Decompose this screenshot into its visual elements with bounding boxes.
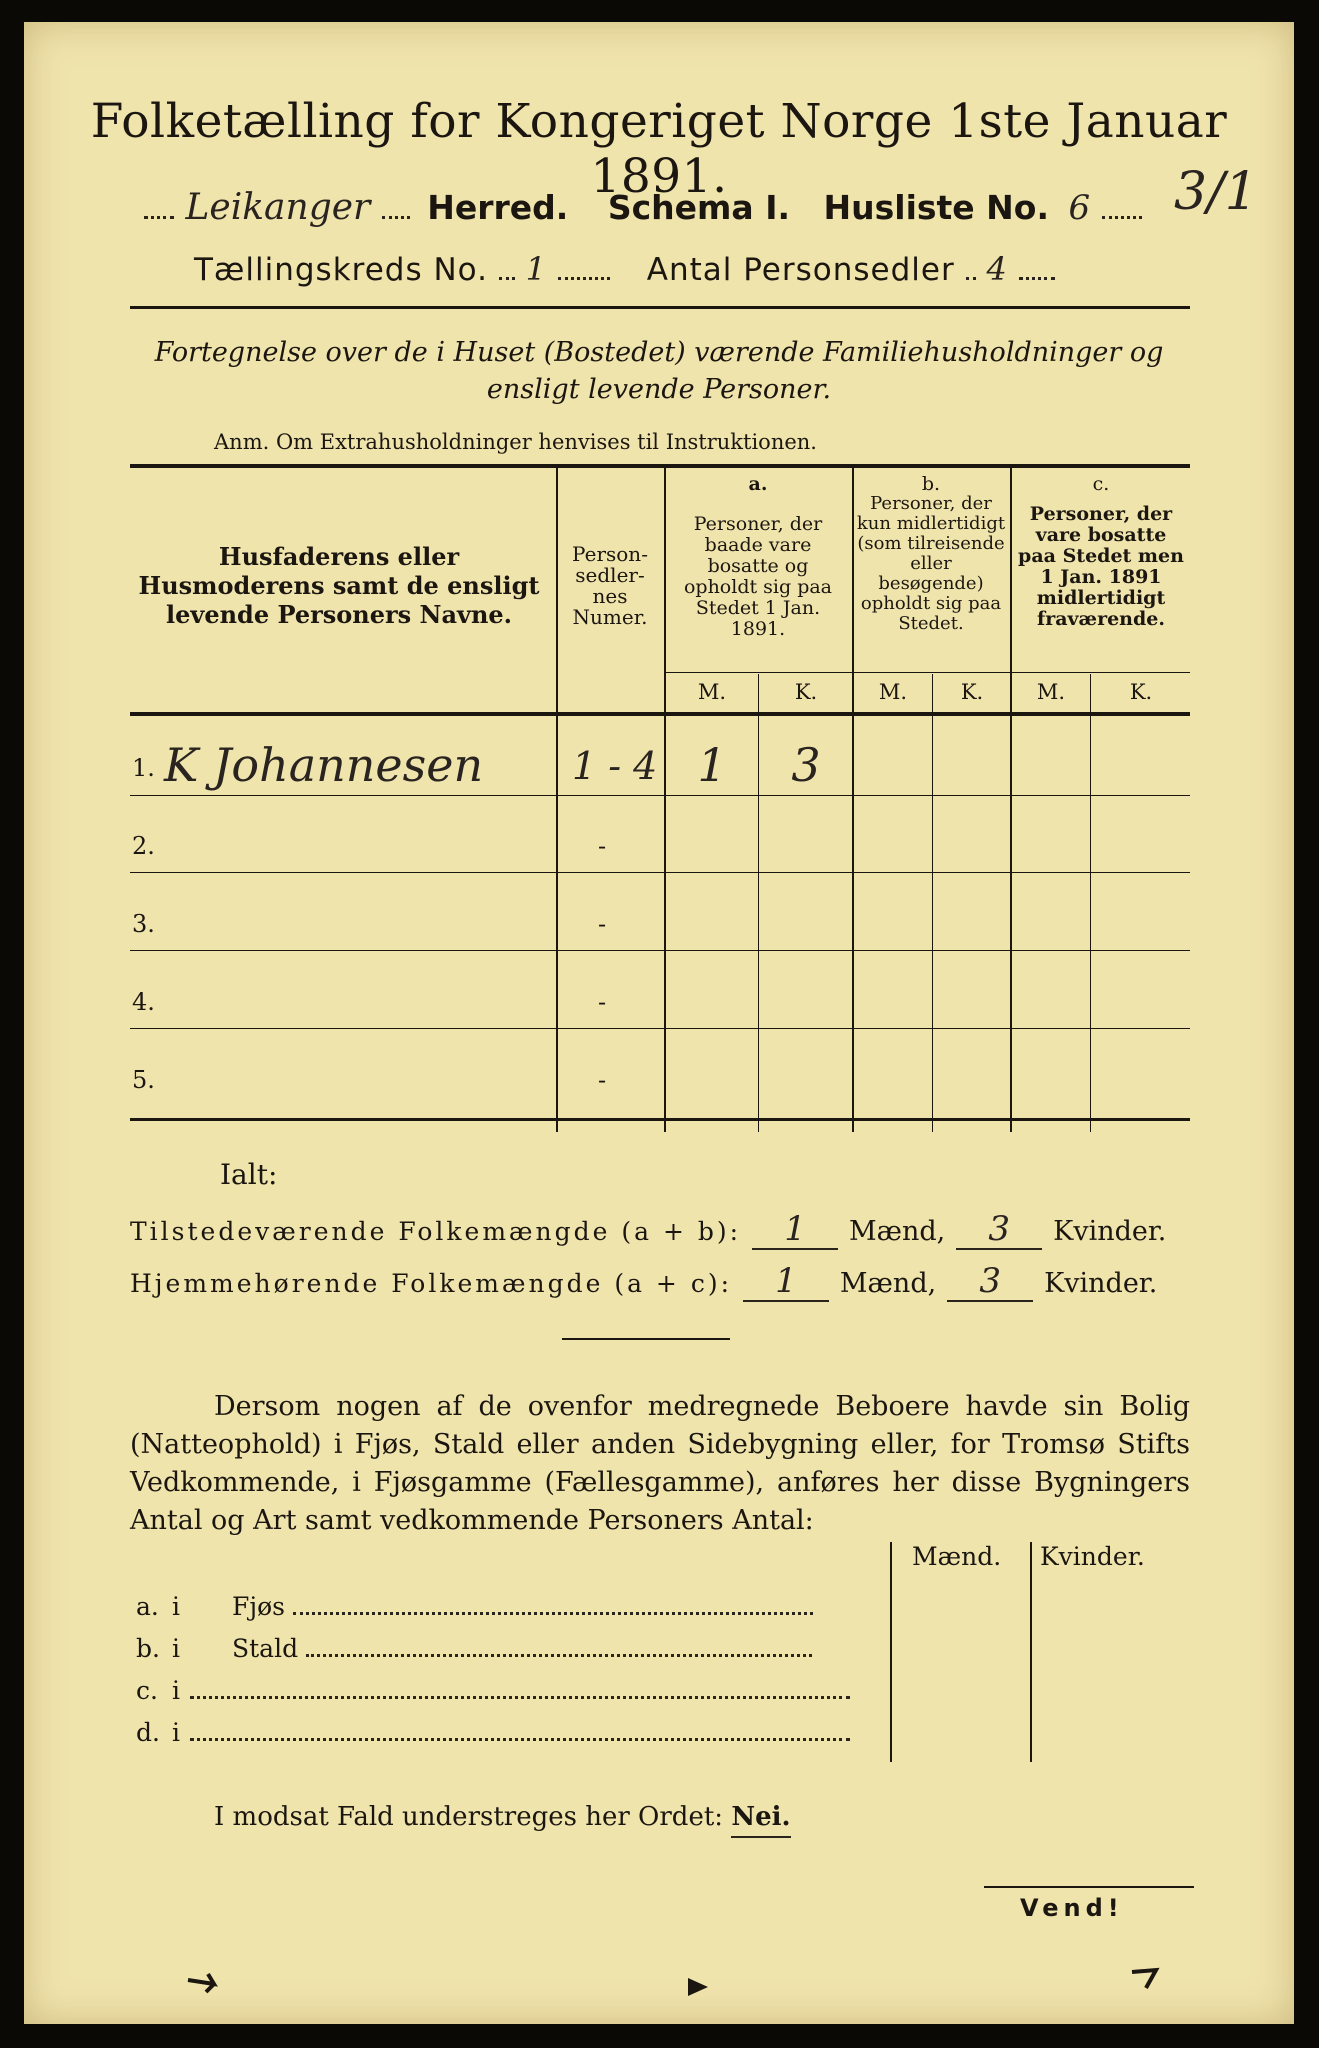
totals-line1-maend: Mænd, <box>848 1216 946 1247</box>
nei-prefix: I modsat Fald understreges her Ordet: <box>214 1802 724 1832</box>
mk-rule <box>666 672 1190 673</box>
antal-value: 4 <box>986 250 1008 288</box>
totals-line1-m: 1 <box>752 1210 838 1250</box>
col-header-sedler: Person-sedler-nes Numer. <box>572 542 648 629</box>
row-sedler-2: - <box>598 832 607 860</box>
building-prep-a: i <box>172 1592 180 1621</box>
col-header-name: Husfaderens eller Husmoderens samt de ensligt levende Personers Navne. <box>138 542 540 629</box>
row-rule-1 <box>130 795 1190 796</box>
table-bottom-rule <box>130 1118 1190 1121</box>
col-header-c: Personer, der vare bosatte paa Stedet men 1 Jan. 1891 midlertidigt fraværende. <box>1018 503 1184 630</box>
totals-line2-label: Hjemmehørende Folkemængde (a + c): <box>130 1269 732 1298</box>
corner-note: 3/1 <box>1174 162 1258 222</box>
antal-label: Antal Personsedler <box>646 252 955 288</box>
row-number-2: 2. <box>132 832 155 860</box>
totals-line2-k: 3 <box>947 1262 1033 1302</box>
header-divider <box>130 306 1190 309</box>
building-item-d <box>136 1718 876 1747</box>
header-row-herred <box>144 187 1244 228</box>
col-divider-a-mk <box>758 674 759 1132</box>
vend-label: Vend! <box>1020 1894 1124 1922</box>
col-header-b: Personer, der kun midlertidigt (som tilreisende eller besøgende) opholdt sig paa Stedet. <box>856 493 1006 634</box>
row-a-m-1: 1 <box>697 738 727 792</box>
row-sedler-1: 1 - 4 <box>572 744 658 788</box>
buildings-paragraph: Dersom nogen af de ovenfor medregnede Beboere havde sin Bolig (Natteophold) i Fjøs, Stald eller anden Sidebygning eller, for Tromsø Stifts Vedkommende, i Fjøsgamme (Fællesgamme), anføres her disse Bygningers Antal og Art samt vedkommende Personers Antal: <box>130 1391 1190 1536</box>
totals-line-2 <box>130 1262 1157 1303</box>
col-divider-2 <box>664 468 666 1132</box>
herred-value: Leikanger <box>185 187 371 228</box>
form-title: Folketælling for Kongeriget Norge 1ste Januar 1891. <box>90 94 1228 204</box>
mark-left-icon <box>184 1966 224 1996</box>
mark-center-icon <box>684 1974 714 2000</box>
col-divider-1 <box>556 468 558 1132</box>
row-rule-4 <box>130 1028 1190 1029</box>
col-header-c-letter: c. <box>1092 473 1110 495</box>
row-name-1: K Johannesen <box>164 738 484 792</box>
anm-note: Anm. Om Extrahusholdninger henvises til Instruktionen. <box>214 430 817 454</box>
totals-line1-label: Tilstedeværende Folkemængde (a + b): <box>130 1217 742 1246</box>
row-rule-2 <box>130 872 1190 873</box>
a-m-label: M. <box>697 680 727 704</box>
intro-text: Fortegnelse over de i Huset (Bostedet) værende Familiehusholdninger og ensligt levende Personer. <box>154 337 1164 405</box>
col-header-a-letter: a. <box>748 473 768 495</box>
totals-line2-maend: Mænd, <box>839 1268 937 1299</box>
totals-line1-kvinder: Kvinder. <box>1053 1216 1167 1247</box>
building-letter-c: c. <box>136 1676 158 1705</box>
row-number-4: 4. <box>132 988 155 1016</box>
totals-line1-k: 3 <box>956 1210 1042 1250</box>
totals-line2-kvinder: Kvinder. <box>1044 1268 1158 1299</box>
table-top-rule <box>130 464 1190 468</box>
building-prep-d: i <box>172 1718 180 1747</box>
col-header-a: Personer, der baade vare bosatte og opholdt sig paa Stedet 1 Jan. 1891. <box>683 513 833 640</box>
herred-label: Herred. <box>427 188 569 227</box>
building-item-a <box>136 1592 876 1621</box>
table-header-rule <box>130 712 1190 716</box>
mark-right-icon <box>1128 1964 1162 1994</box>
ialt-label: Ialt: <box>220 1158 278 1191</box>
b-m-label: M. <box>878 680 908 704</box>
building-letter-b: b. <box>136 1634 160 1663</box>
row-number-5: 5. <box>132 1066 155 1094</box>
husliste-label: Husliste No. <box>823 188 1050 227</box>
nei-word: Nei. <box>731 1802 790 1838</box>
col-header-b-letter: b. <box>921 473 941 495</box>
building-item-b <box>136 1634 876 1663</box>
building-letter-a: a. <box>136 1592 159 1621</box>
schema-label: Schema I. <box>607 188 791 227</box>
nei-line <box>214 1802 791 1832</box>
row-number-3: 3. <box>132 910 155 938</box>
row-sedler-4: - <box>598 988 607 1016</box>
c-k-label: K. <box>1129 680 1153 704</box>
buildings-col-kvinder: Kvinder. <box>1040 1542 1145 1571</box>
section-divider <box>562 1338 730 1340</box>
vend-rule <box>984 1886 1194 1888</box>
census-form <box>24 22 1294 2024</box>
building-prep-c: i <box>172 1676 180 1705</box>
row-sedler-5: - <box>598 1066 607 1094</box>
building-item-c <box>136 1676 876 1705</box>
building-prep-b: i <box>172 1634 180 1663</box>
row-sedler-3: - <box>598 910 607 938</box>
totals-line-1 <box>130 1210 1166 1251</box>
c-m-label: M. <box>1036 680 1066 704</box>
buildings-col-divider-2 <box>1030 1542 1032 1762</box>
buildings-col-maend: Mænd. <box>912 1542 1002 1571</box>
col-divider-3 <box>852 468 854 1132</box>
building-letter-d: d. <box>136 1718 160 1747</box>
header-row-taellingskreds <box>194 250 1194 288</box>
b-k-label: K. <box>960 680 984 704</box>
col-divider-4 <box>1010 468 1012 1132</box>
row-number-1: 1. <box>132 754 155 782</box>
husliste-value: 6 <box>1068 188 1091 228</box>
a-k-label: K. <box>794 680 818 704</box>
taellingskreds-label: Tællingskreds No. <box>194 252 488 288</box>
col-divider-c-mk <box>1090 674 1091 1132</box>
building-label-a: Fjøs <box>232 1592 285 1621</box>
building-label-b: Stald <box>232 1634 299 1663</box>
totals-line2-m: 1 <box>743 1262 829 1302</box>
row-a-k-1: 3 <box>791 738 821 792</box>
row-rule-3 <box>130 950 1190 951</box>
buildings-col-divider-1 <box>890 1542 892 1762</box>
taellingskreds-value: 1 <box>525 250 548 288</box>
col-divider-b-mk <box>932 674 933 1132</box>
